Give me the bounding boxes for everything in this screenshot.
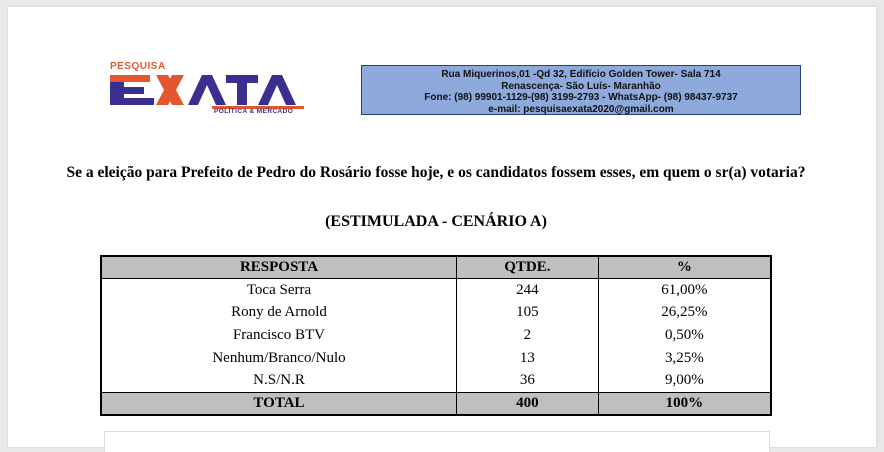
cell-qtde: 105 — [456, 302, 598, 325]
cell-percent: 61,00% — [598, 279, 771, 302]
cell-resposta: N.S/N.R — [253, 372, 305, 389]
table-total-row — [101, 392, 771, 415]
total-percent: 100% — [598, 392, 771, 415]
cell-qtde: 244 — [456, 279, 598, 302]
cell-percent: 0,50% — [598, 324, 771, 347]
survey-question: Se a eleição para Prefeito de Pedro do Rosário fosse hoje, e os candidatos fossem esses, em quem o sr(a) votaria? — [66, 164, 806, 181]
email-line: e-mail: pesquisaexata2020@gmail.com — [488, 103, 674, 115]
cell-qtde: 36 — [456, 369, 598, 392]
table-row — [101, 369, 771, 392]
cell-resposta: Rony de Arnold — [231, 304, 327, 321]
header-percent: % — [598, 256, 771, 279]
logo-pesquisa-text: PESQUISA — [110, 61, 166, 72]
table-row — [101, 324, 771, 347]
address-line: Renascença- São Luís- Maranhão — [501, 80, 661, 92]
cell-percent: 9,00% — [598, 369, 771, 392]
table-row — [101, 279, 771, 302]
next-section-edge — [104, 431, 770, 452]
header-qtde: QTDE. — [456, 256, 598, 279]
exata-logo — [104, 61, 316, 127]
table-row — [101, 302, 771, 325]
total-label: TOTAL — [101, 392, 456, 415]
phone-line: Fone: (98) 99901-1129-(98) 3199-2793 - WhatsApp- (98) 98437-9737 — [424, 92, 738, 103]
address-box — [361, 65, 801, 115]
table-header-row — [101, 256, 771, 279]
logo-wordmark — [104, 71, 316, 111]
cell-percent: 26,25% — [598, 302, 771, 325]
address-line: Rua Miquerinos,01 -Qd 32, Edifício Golden Tower- Sala 714 — [441, 69, 721, 80]
cell-resposta: Nenhum/Branco/Nulo — [212, 349, 346, 366]
header-resposta: RESPOSTA — [101, 256, 456, 279]
total-qtde: 400 — [456, 392, 598, 415]
results-table — [100, 255, 772, 416]
cell-qtde: 13 — [456, 347, 598, 370]
logo-tagline: POLÍTICA & MERCADO — [214, 108, 294, 115]
cell-percent: 3,25% — [598, 347, 771, 370]
table-row — [101, 347, 771, 370]
document-page — [8, 7, 876, 447]
scenario-subtitle: (ESTIMULADA - CENÁRIO A) — [325, 213, 547, 230]
cell-resposta: Francisco BTV — [232, 326, 326, 343]
cell-resposta: Toca Serra — [246, 281, 312, 298]
cell-qtde: 2 — [456, 324, 598, 347]
